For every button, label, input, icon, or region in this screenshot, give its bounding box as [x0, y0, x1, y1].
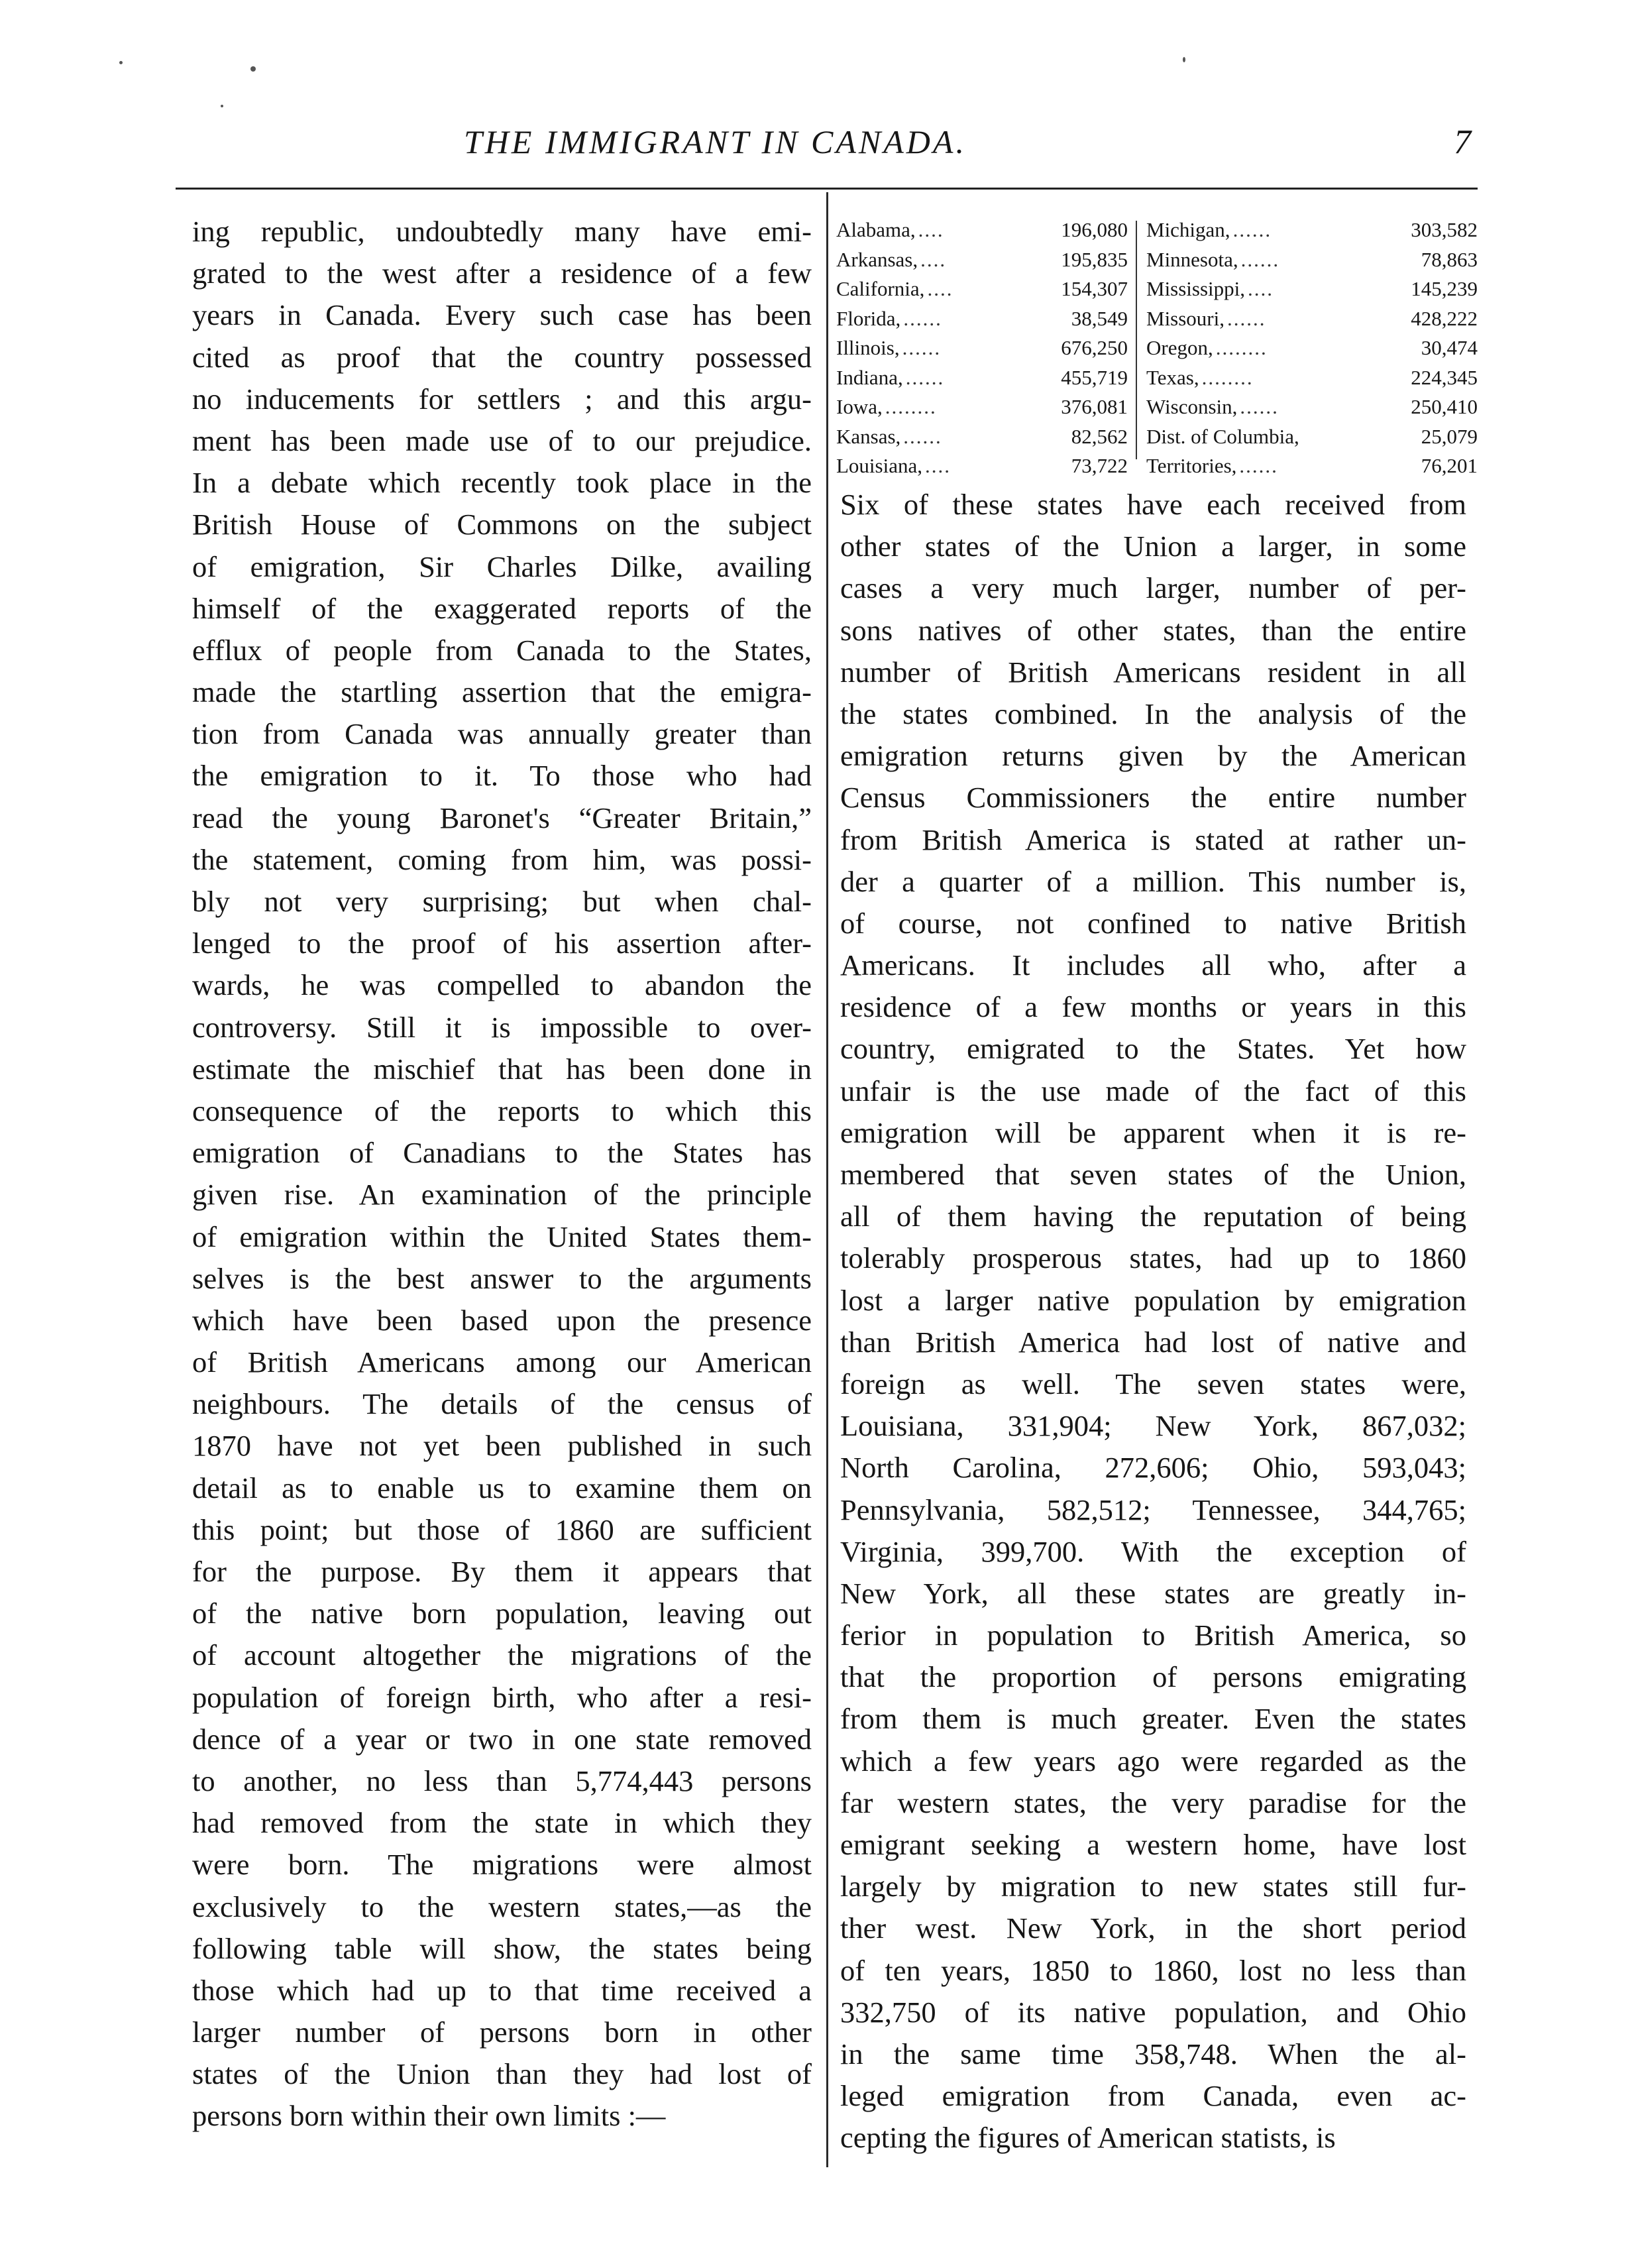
text-line: emigration will be apparent when it is re-: [840, 1115, 1466, 1149]
text-line: of emigration within the United States them-: [192, 1219, 812, 1253]
text-line: membered that seven states of the Union,: [840, 1158, 1466, 1191]
migration-count: 73,722: [1071, 454, 1128, 477]
text-line: himself of the exaggerated reports of the: [192, 591, 812, 625]
text-line: neighbours. The details of the census of: [192, 1387, 812, 1421]
migration-count: 38,549: [1071, 306, 1128, 330]
column-separator: [826, 192, 828, 2167]
leader-dots: ......: [1240, 395, 1279, 418]
text-line: cases a very much larger, number of per-: [840, 571, 1466, 605]
text-line: emigration returns given by the American: [840, 739, 1466, 773]
text-line: grated to the west after a residence of a few: [192, 256, 812, 290]
migration-count: 154,307: [1061, 277, 1128, 300]
state-name: Alabama,: [836, 218, 916, 241]
migration-count: 78,863: [1421, 247, 1478, 271]
text-line: population of foreign birth, who after a resi-: [192, 1680, 812, 1714]
table-row: [1146, 333, 1478, 363]
text-line: of emigration, Sir Charles Dilke, availing: [192, 549, 812, 583]
leader-dots: ....: [1248, 277, 1274, 300]
text-line: no inducements for settlers ; and this argu-: [192, 382, 812, 416]
state-name: Texas,: [1146, 365, 1199, 389]
table-row: [836, 245, 1128, 275]
text-line: had removed from the state in which they: [192, 1806, 812, 1840]
state-migration-table: [836, 215, 1482, 477]
text-line: tion from Canada was annually greater than: [192, 717, 812, 751]
text-line: the states combined. In the analysis of the: [840, 697, 1466, 730]
text-line: of course, not confined to native British: [840, 906, 1466, 940]
text-line: ther west. New York, in the short period: [840, 1911, 1466, 1945]
text-line: sons natives of other states, than the entire: [840, 613, 1466, 647]
state-name: Territories,: [1146, 454, 1237, 477]
text-line: North Carolina, 272,606; Ohio, 593,043;: [840, 1451, 1466, 1485]
text-line: for the purpose. By them it appears that: [192, 1555, 812, 1588]
text-line: were born. The migrations were almost: [192, 1848, 812, 1882]
leader-dots: ......: [1232, 218, 1272, 241]
text-line: lost a larger native population by emigration: [840, 1283, 1466, 1317]
text-line: the emigration to it. To those who had: [192, 759, 812, 793]
migration-count: 196,080: [1061, 218, 1128, 241]
migration-count: 82,562: [1071, 424, 1128, 448]
text-line: ing republic, undoubtedly many have emi-: [192, 215, 812, 248]
text-line: leged emigration from Canada, even ac-: [840, 2079, 1466, 2113]
text-line: ment has been made use of to our prejudice.: [192, 424, 812, 457]
leader-dots: ......: [902, 336, 942, 359]
text-line: tolerably prosperous states, had up to 1860: [840, 1241, 1466, 1275]
text-line: British House of Commons on the subject: [192, 508, 812, 541]
migration-count: 455,719: [1061, 365, 1128, 389]
table-row: [1146, 215, 1478, 245]
table-row: [1146, 245, 1478, 275]
text-line: of account altogether the migrations of the: [192, 1638, 812, 1672]
text-line: Six of these states have each received from: [840, 488, 1466, 521]
text-line: exclusively to the western states,—as the: [192, 1890, 812, 1923]
migration-count: 195,835: [1061, 247, 1128, 271]
running-header: [172, 123, 1471, 169]
table-row: [1146, 304, 1478, 334]
text-line: emigration of Canadians to the States has: [192, 1136, 812, 1170]
table-row: [836, 363, 1128, 393]
text-line: states of the Union than they had lost of: [192, 2057, 812, 2091]
state-name: Dist. of Columbia,: [1146, 424, 1299, 448]
migration-count: 676,250: [1061, 336, 1128, 359]
text-line: cepting the figures of American statists, is: [840, 2121, 1336, 2155]
text-line: consequence of the reports to which this: [192, 1094, 812, 1127]
migration-count: 303,582: [1411, 218, 1478, 241]
text-line: Virginia, 399,700. With the exception of: [840, 1534, 1466, 1568]
text-line: emigrant seeking a western home, have lost: [840, 1828, 1466, 1861]
text-line: in the same time 358,748. When the al-: [840, 2037, 1466, 2070]
table-row: [836, 333, 1128, 363]
leader-dots: ....: [925, 454, 951, 477]
text-line: of ten years, 1850 to 1860, lost no less than: [840, 1953, 1466, 1987]
leader-dots: ......: [903, 306, 942, 330]
table-column-separator: [1136, 221, 1137, 459]
leader-dots: ......: [903, 424, 942, 448]
text-line: Census Commissioners the entire number: [840, 781, 1466, 815]
migration-count: 376,081: [1061, 395, 1128, 418]
leader-dots: ......: [1239, 454, 1278, 477]
text-line: which a few years ago were regarded as the: [840, 1744, 1466, 1778]
text-line: estimate the mischief that has been done in: [192, 1052, 812, 1086]
table-left-column: [836, 215, 1128, 481]
text-line: 1870 have not yet been published in such: [192, 1429, 812, 1463]
print-speck: [1183, 57, 1185, 62]
text-line: foreign as well. The seven states were,: [840, 1367, 1466, 1400]
text-line: that the proportion of persons emigrating: [840, 1660, 1466, 1694]
text-line: given rise. An examination of the principle: [192, 1178, 812, 1212]
text-line: Americans. It includes all who, after a: [840, 948, 1466, 982]
text-line: all of them having the reputation of being: [840, 1200, 1466, 1233]
state-name: Illinois,: [836, 336, 900, 359]
text-line: years in Canada. Every such case has been: [192, 298, 812, 332]
table-row: [1146, 422, 1478, 452]
text-line: residence of a few months or years in this: [840, 990, 1466, 1024]
text-line: efflux of people from Canada to the States,: [192, 633, 812, 667]
text-line: ferior in population to British America, so: [840, 1618, 1466, 1652]
state-name: Minnesota,: [1146, 247, 1238, 271]
leader-dots: ........: [1201, 365, 1254, 389]
leader-dots: [1299, 422, 1421, 452]
text-line: larger number of persons born in other: [192, 2015, 812, 2049]
text-line: the statement, coming from him, was possi-: [192, 842, 812, 876]
leader-dots: ........: [885, 395, 937, 418]
text-line: In a debate which recently took place in the: [192, 466, 812, 500]
text-line: Pennsylvania, 582,512; Tennessee, 344,765;: [840, 1493, 1466, 1526]
table-row: [836, 392, 1128, 422]
state-name: Missouri,: [1146, 306, 1224, 330]
table-row: [836, 422, 1128, 452]
state-name: California,: [836, 277, 925, 300]
text-line: than British America had lost of native and: [840, 1325, 1466, 1359]
leader-dots: ......: [1227, 306, 1266, 330]
text-line: wards, he was compelled to abandon the: [192, 968, 812, 1002]
table-row: [1146, 392, 1478, 422]
text-line: of the native born population, leaving out: [192, 1597, 812, 1630]
running-title: THE IMMIGRANT IN CANADA.: [464, 123, 967, 160]
text-line: lenged to the proof of his assertion after-: [192, 927, 812, 960]
text-line: largely by migration to new states still fur-: [840, 1870, 1466, 1903]
text-line: der a quarter of a million. This number is,: [840, 864, 1466, 898]
leader-dots: ....: [927, 277, 953, 300]
state-name: Indiana,: [836, 365, 903, 389]
table-row: [1146, 274, 1478, 304]
state-name: Iowa,: [836, 395, 883, 418]
state-name: Mississippi,: [1146, 277, 1246, 300]
table-row: [1146, 451, 1478, 481]
table-row: [836, 274, 1128, 304]
migration-count: 145,239: [1411, 277, 1478, 300]
text-line: country, emigrated to the States. Yet how: [840, 1032, 1466, 1066]
migration-count: 30,474: [1421, 336, 1478, 359]
state-name: Wisconsin,: [1146, 395, 1238, 418]
state-name: Kansas,: [836, 424, 901, 448]
migration-count: 76,201: [1421, 454, 1478, 477]
text-line: controversy. Still it is impossible to over-: [192, 1010, 812, 1044]
state-name: Michigan,: [1146, 218, 1230, 241]
print-speck: [250, 66, 256, 72]
state-name: Arkansas,: [836, 247, 918, 271]
text-line: number of British Americans resident in all: [840, 655, 1466, 689]
leader-dots: ....: [920, 247, 947, 271]
text-line: made the startling assertion that the emigra-: [192, 675, 812, 709]
text-line: detail as to enable us to examine them on: [192, 1471, 812, 1504]
state-name: Florida,: [836, 306, 901, 330]
header-rule: [176, 188, 1478, 190]
leader-dots: ....: [918, 218, 944, 241]
table-row: [836, 304, 1128, 334]
text-line: read the young Baronet's “Greater Britain,”: [192, 801, 812, 834]
print-speck: [119, 61, 123, 64]
state-name: Oregon,: [1146, 336, 1213, 359]
text-line: of British Americans among our American: [192, 1345, 812, 1379]
migration-count: 250,410: [1411, 395, 1478, 418]
right-text-column: [840, 484, 1466, 2159]
text-line: cited as proof that the country possessed: [192, 340, 812, 374]
state-name: Louisiana,: [836, 454, 922, 477]
text-line: following table will show, the states being: [192, 1931, 812, 1965]
text-line: unfair is the use made of the fact of this: [840, 1074, 1466, 1107]
migration-count: 428,222: [1411, 306, 1478, 330]
text-line: to another, no less than 5,774,443 persons: [192, 1764, 812, 1797]
text-line: this point; but those of 1860 are sufficient: [192, 1512, 812, 1546]
text-line: selves is the best answer to the arguments: [192, 1261, 812, 1295]
text-line: 332,750 of its native population, and Ohio: [840, 1995, 1466, 2029]
text-line: from British America is stated at rather un-: [840, 822, 1466, 856]
text-line: from them is much greater. Even the states: [840, 1702, 1466, 1736]
text-line: persons born within their own limits :—: [192, 2099, 666, 2133]
leader-dots: ........: [1215, 336, 1268, 359]
table-row: [836, 451, 1128, 481]
leader-dots: ......: [905, 365, 945, 389]
text-line: bly not very surprising; but when chal-: [192, 885, 812, 918]
text-line: which have been based upon the presence: [192, 1303, 812, 1337]
table-row: [1146, 363, 1478, 393]
text-line: far western states, the very paradise for the: [840, 1786, 1466, 1819]
leader-dots: ......: [1240, 247, 1280, 271]
page-number: 7: [1454, 123, 1471, 161]
print-speck: [221, 105, 223, 107]
text-line: New York, all these states are greatly in-: [840, 1576, 1466, 1610]
text-line: Louisiana, 331,904; New York, 867,032;: [840, 1409, 1466, 1443]
left-text-column: [192, 211, 812, 2137]
migration-count: 224,345: [1411, 365, 1478, 389]
text-line: those which had up to that time received a: [192, 1973, 812, 2007]
table-right-column: [1146, 215, 1478, 481]
table-row: [836, 215, 1128, 245]
text-line: other states of the Union a larger, in some: [840, 530, 1466, 563]
text-line: dence of a year or two in one state removed: [192, 1722, 812, 1756]
migration-count: 25,079: [1421, 424, 1478, 448]
